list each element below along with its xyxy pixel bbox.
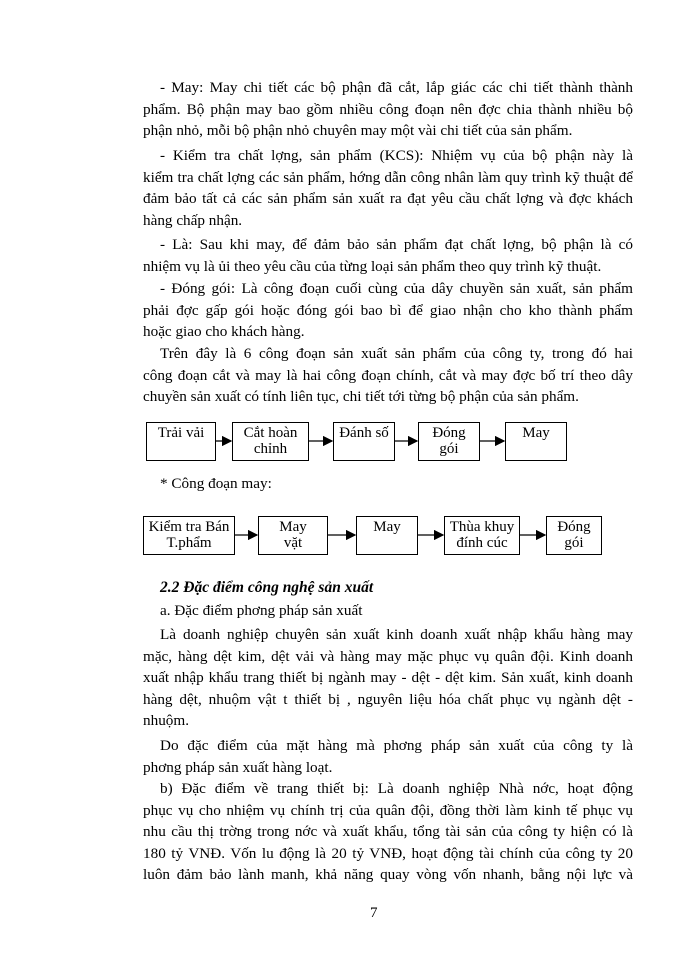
text-line: mặc, hàng dệt kim, dệt vải và hàng may mặc phục vụ quân đội. Kinh doanh — [143, 647, 633, 665]
text-line: nhu cầu thị trờng trong nớc và xuất khẩu, tổng tài sản của công ty hiện có là — [143, 823, 633, 840]
text-line: hoặc giao cho khách hàng. — [143, 323, 305, 340]
flow2-step-kiem-tra: Kiểm tra Bán T.phẩm — [143, 516, 235, 555]
paragraph-dong-goi — [143, 278, 633, 343]
text-line: phận nhỏ, mỗi bộ phận nhỏ chuyên may một vài chi tiết của sản phẩm. — [143, 122, 573, 139]
sewing-stage-label: * Công đoạn may: — [160, 475, 272, 492]
text-line: hàng dệt, nhuộm vật t thiết bị , nguyên liệu hóa chất phục vụ ngành dệt - — [143, 690, 633, 708]
flow2-step-may: May — [356, 516, 418, 555]
text-line: đảm bảo tất cả các sản phẩm sản xuất ra đạt yêu cầu chất lợng và đợc khách — [143, 190, 633, 207]
text-line: nhiệm vụ là ủi theo yêu cầu của từng loại sản phẩm theo quy trình kỹ thuật. — [143, 257, 602, 275]
text-line: phục vụ cho nhiệm vụ chính trị của quân đội, đồng thời làm kinh tế phục vụ — [143, 801, 633, 819]
text-line: phẩm. Bộ phận may bao gồm nhiều công đoạn nên đợc chia thành nhiều bộ — [143, 100, 633, 118]
text-line: công đoạn cắt và may là hai công đoạn chính, cắt và may đợc bố trí theo dây — [143, 366, 633, 384]
paragraph-kcs — [143, 145, 633, 231]
text-line: phải đợc gấp gói hoặc đóng gói bao bì để giao nhận cho kho thành phẩm — [143, 301, 633, 319]
text-line: nhuộm. — [143, 712, 189, 729]
flow1-step-danh-so: Đánh số — [333, 422, 395, 461]
text-line: - Là: Sau khi may, để đảm bảo sản phẩm đạt chất lợng, bộ phận là có — [160, 236, 633, 253]
text-line: Trên đây là 6 công đoạn sản xuất sản phẩm của công ty, trong đó hai — [160, 345, 633, 362]
paragraph-equipment — [143, 778, 633, 886]
paragraph-may — [143, 77, 633, 142]
text-line: - Đóng gói: Là công đoạn cuối cùng của dây chuyền sản xuất, sản phẩm — [160, 280, 633, 297]
text-line: Do đặc điểm của mặt hàng mà phơng pháp sản xuất của công ty là — [160, 737, 633, 754]
flow2-step-thua-khuy: Thùa khuy đính cúc — [444, 516, 520, 555]
section-heading: 2.2 Đặc điểm công nghệ sản xuất — [160, 579, 374, 596]
paragraph-summary — [143, 343, 633, 408]
flow1-step-may: May — [505, 422, 567, 461]
subheading-a: a. Đặc điểm phơng pháp sản xuất — [160, 602, 363, 619]
flow1-step-trai-vai: Trải vải — [146, 422, 216, 461]
flow1-step-cat-hoan-chinh: Cắt hoàn chỉnh — [232, 422, 309, 461]
flow2-step-dong-goi: Đóng gói — [546, 516, 602, 555]
text-line: hàng chấp nhận. — [143, 211, 243, 229]
text-line: phơng pháp sản xuất hàng loạt. — [143, 758, 333, 776]
text-line: 180 tỷ VNĐ. Vốn lu động là 20 tỷ VNĐ, hoạt động tài chính của công ty 20 — [143, 844, 633, 862]
text-line: chuyền sản xuất có tính liên tục, chi tiết tới từng bộ phận của sản phẩm. — [143, 388, 579, 405]
text-line: kiểm tra chất lợng các sản phẩm, hớng dẫn công nhân làm quy trình kỹ thuật để — [143, 168, 633, 186]
text-line: xuất nhập khẩu trang thiết bị ngành may - dệt - dệt kim. Sản xuất, kinh doanh — [143, 669, 633, 686]
text-line: b) Đặc điểm về trang thiết bị: Là doanh nghiệp Nhà nớc, hoạt động — [160, 780, 633, 797]
paragraph-la — [143, 234, 633, 277]
flow2-step-may-vat: May vặt — [258, 516, 328, 555]
paragraph-business — [143, 624, 633, 732]
text-line: Là doanh nghiệp chuyên sản xuất kinh doanh xuất nhập khẩu hàng may — [160, 626, 633, 643]
paragraph-method — [143, 735, 633, 778]
text-line: - May: May chi tiết các bộ phận đã cắt, lắp giác các chi tiết thành thành — [160, 79, 633, 96]
text-line: luôn đảm bảo lành manh, khả năng quay vòng vốn nhanh, bằng nội lực và — [143, 866, 633, 883]
text-line: - Kiểm tra chất lợng, sản phẩm (KCS): Nhiệm vụ của bộ phận này là — [160, 147, 633, 164]
flow1-step-dong-goi: Đóng gói — [418, 422, 480, 461]
page-number: 7 — [370, 905, 378, 921]
